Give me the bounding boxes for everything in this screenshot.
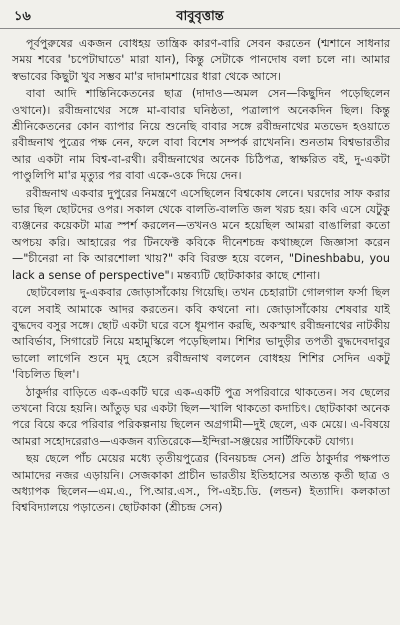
page-body [12, 36, 390, 518]
page-header [0, 4, 400, 29]
paragraph-2: বাবা আদি শান্তিনিকেতনের ছাত্র (দাদাও—অমল সেন—কিছুদিন পড়েছিলেন ওখানে)। রবীন্দ্রনাথের সঙ্গে মা-বাবার ঘনিষ্ঠতা, পত্রালাপ অনেকদিন ছিল। কিন্তু শ্রীনিকেতনের কোন ব্যাপার নিয়ে শুনেছি বাবার সঙ্গে রবীন্দ্রনাথের মতভেদ হওয়াতে রবীন্দ্রনাথ পুত্রের পক্ষ নেন, ফলে বাবা বিশেষ সম্পর্ক রাখেননি। শুনতাম বিশ্বভারতীর আর একটা নাম বিশ্ব-বা-রথী। রবীন্দ্রনাথের অনেক চিঠিপত্র, স্বাক্ষরিত বই, দু-একটা পাণ্ডুলিপি মা'র মৃত্যুর পর বাবা একে-ওকে দিয়ে দেন। [12, 87, 390, 183]
paragraph-5: ঠাকুর্দার বাড়িতে এক-একটি ঘরে এক-একটি পুত্র সপরিবারে থাকতেন। সব ছেলের তখনো বিয়ে হয়নি। আঁতুড় ঘর একটা ছিল—খালি থাকতো কদাচিৎ। ছোটকাকা অনেক পরে বিয়ে করে পরিবার পরিকল্পনায় ছিলেন অগ্রগামী—দুই ছেলে, এক মেয়ে। এ-বিষয়ে আমরা সহোদরেরাও—একজন ব্যতিরেকে—ইন্দিরা-সঞ্জয়ের সার্টিফিকেট যোগ্য। [12, 385, 390, 448]
running-title: বাবুবৃত্তান্ত [176, 9, 224, 24]
paragraph-3: রবীন্দ্রনাথ একবার দুপুরের নিমন্ত্রণে এসেছিলেন বিশ্বকোষ লেনে। ঘরদোর সাফ করার ভার ছিল ছোটদের ওপর। সকাল থেকে বালতি-বালতি জল খরচ হয়। কবি এসে যেটুকু ব্যঞ্জনের কয়েকটা মাত্র স্পর্শ করলেন—তখনও মনে হয়েছিল আমরা বাঙালিরা কতো অপচয় করি। আহারের পর টিনফেক্ট কবিকে দীনেশচন্দ্র কথাচ্ছলে জিজ্ঞাসা করেন—"চীনেরা না কি আরশোলা খায়?" কবি বিরক্ত হয়ে বলেন, "Dineshbabu, you lack a sense of perspective"। মন্তব্যটি ছোটকাকার কাছে শোনা। [12, 186, 390, 282]
paragraph-1: পূর্বপুরুষের একজন বোধহয় তান্ত্রিক কারণ-বারি সেবন করতেন (শ্মশানে সাধনার সময় শবের 'চপেটাঘাতে' মারা যান), কিন্তু সেটাকে পানদোষ বলা চলে না। আমার স্বভাবের কিছুটা খুব সম্ভব মা'র দাদামশায়ের ধারা থেকে আসে। [12, 37, 390, 83]
paragraph-4: ছোটবেলায় দু-একবার জোড়াসাঁকোয় গিয়েছি। তখন চেহারাটা গোলগাল ফর্সা ছিল বলে সবাই আমাকে আদর করতেন। কবি কথনো না। জোড়াসাঁকোয় শেষবার যাই বুদ্ধদেব বসুর সঙ্গে। ছোট একটা ঘরে বসে ধূমপান করছি, অকস্মাৎ রবীন্দ্রনাথের নাটকীয় আবির্ভাব, সিগারেট নিয়ে মহামুস্কিলে পড়েছিলাম। শিশির ভাদুড়ীর তপতী বুদ্ধদেবদাবুর ভালো লাগেনি শুনে মৃদু হেসে রবীন্দ্রনাথ বললেন বোধহয় শিশির সেদিন একটু 'বিচলিত ছিল'। [12, 286, 390, 382]
paragraph-6: ছয় ছেলে পাঁচ মেয়ের মধ্যে তৃতীয়পুত্রের (বিনয়চন্দ্র সেন) প্রতি ঠাকুর্দার পক্ষপাত আমাদের নজর এড়ায়নি। সেজকাকা প্রাচীন ভারতীয় ইতিহাসের অত্যন্ত কৃতী ছাত্র ও অধ্যাপক ছিলেন—এম.এ., পি.আর.এস., পি-এইচ.ডি. (লন্ডন) ইত্যাদি। কলকাতা বিশ্ববিদ্যালয়ে পড়াতেন। ছোটকাকা (শ্রীচন্দ্র সেন) [12, 452, 390, 515]
page-number: ১৬ [14, 9, 31, 24]
